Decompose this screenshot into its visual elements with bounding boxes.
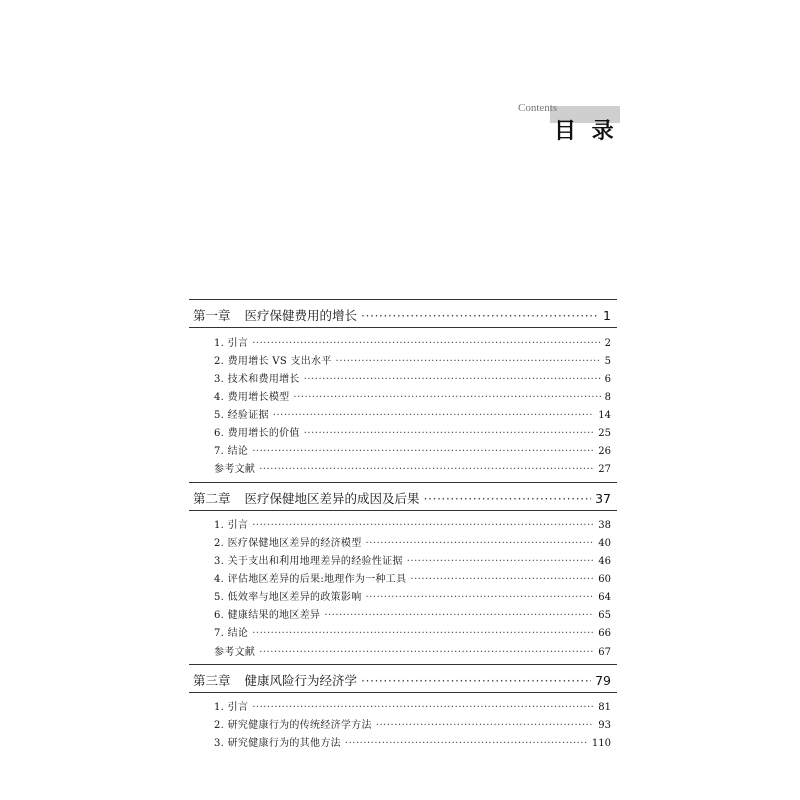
page-number: 93 [598,720,611,731]
leader-dots [259,647,594,658]
page-number: 40 [598,538,611,549]
entry-label: 3. 技术和费用增长 [214,374,300,385]
entry-label: 3. 研究健康行为的其他方法 [214,738,341,749]
leader-dots [293,392,600,403]
page-number: 79 [595,673,611,688]
entry-label: 2. 医疗保健地区差异的经济模型 [214,538,362,549]
leader-dots [252,628,594,639]
toc-entry[interactable] [214,388,611,404]
toc-entry[interactable] [214,698,611,714]
page-number: 8 [604,392,611,403]
entry-label: 5. 低效率与地区差异的政策影响 [214,592,362,603]
toc-entry[interactable] [214,624,611,640]
leader-dots [273,410,594,421]
entry-label: 6. 健康结果的地区差异 [214,610,321,621]
toc-entry[interactable] [214,606,611,622]
page-number: 38 [598,520,611,531]
chapter-heading[interactable] [193,306,611,326]
page-number: 67 [598,647,611,658]
leader-dots [252,446,594,457]
entry-label: 6. 费用增长的价值 [214,428,300,439]
page-number: 14 [598,410,611,421]
entry-label: 4. 评估地区差异的后果:地理作为一种工具 [214,574,407,585]
entry-label: 1. 引言 [214,520,249,531]
chapter-title: 健康风险行为经济学 [244,673,358,688]
toc-entry[interactable] [214,643,611,659]
page-number: 60 [598,574,611,585]
leader-dots [424,491,592,506]
entry-label: 1. 引言 [214,338,249,349]
toc-entry[interactable] [214,442,611,458]
page-number: 27 [598,464,611,475]
entry-label: 1. 引言 [214,702,249,713]
entry-label: 参考文献 [214,464,256,475]
chapter-rule-bottom [189,510,617,511]
chapter-number: 第一章 [193,308,231,323]
chapter-heading[interactable] [193,671,611,691]
toc-entry[interactable] [214,406,611,422]
entry-label: 3. 关于支出和利用地理差异的经验性证据 [214,556,403,567]
contents-word: Contents [518,102,558,114]
toc-header [510,100,620,150]
page-number: 64 [598,592,611,603]
leader-dots [259,464,594,475]
chapter-rule-top [189,664,617,665]
leader-dots [252,702,594,713]
entry-label: 参考文献 [214,647,256,658]
toc-entry[interactable] [214,334,611,350]
leader-dots [376,720,594,731]
toc-entry[interactable] [214,516,611,532]
page-number: 2 [604,338,611,349]
leader-dots [407,556,595,567]
page-number: 25 [598,428,611,439]
chapter-title: 医疗保健地区差异的成因及后果 [244,491,420,506]
chapter-rule-bottom [189,327,617,328]
chapter-rule-top [189,299,617,300]
chapter-heading[interactable] [193,489,611,509]
page-title: 目 录 [554,119,618,144]
leader-dots [252,338,600,349]
page-number: 110 [591,738,611,749]
leader-dots [345,738,588,749]
page-number: 37 [595,491,611,506]
page-number: 5 [604,356,611,367]
leader-dots [252,520,594,531]
toc-entry[interactable] [214,570,611,586]
entry-label: 2. 费用增长 VS 支出水平 [214,356,332,367]
toc-entry[interactable] [214,424,611,440]
entry-label: 5. 经验证据 [214,410,269,421]
entry-label: 2. 研究健康行为的传统经济学方法 [214,720,372,731]
leader-dots [361,308,599,323]
chapter-rule-top [189,482,617,483]
leader-dots [366,538,595,549]
chapter-title: 医疗保健费用的增长 [244,308,358,323]
chapter-rule-bottom [189,692,617,693]
toc-entry[interactable] [214,588,611,604]
entry-label: 7. 结论 [214,628,249,639]
chapter-number: 第三章 [193,673,231,688]
toc-entry[interactable] [214,370,611,386]
page-number: 1 [603,308,611,323]
leader-dots [324,610,594,621]
page-number: 81 [598,702,611,713]
leader-dots [304,374,601,385]
toc-entry[interactable] [214,734,611,750]
leader-dots [366,592,595,603]
leader-dots [410,574,594,585]
toc-entry[interactable] [214,552,611,568]
page-number: 66 [598,628,611,639]
leader-dots [336,356,601,367]
toc-entry[interactable] [214,352,611,368]
entry-label: 4. 费用增长模型 [214,392,290,403]
toc-entry[interactable] [214,534,611,550]
chapter-number: 第二章 [193,491,231,506]
entry-label: 7. 结论 [214,446,249,457]
toc-entry[interactable] [214,716,611,732]
toc-entry[interactable] [214,460,611,476]
page-number: 46 [598,556,611,567]
page-number: 6 [604,374,611,385]
leader-dots [304,428,595,439]
page-number: 65 [598,610,611,621]
page-number: 26 [598,446,611,457]
leader-dots [361,673,591,688]
